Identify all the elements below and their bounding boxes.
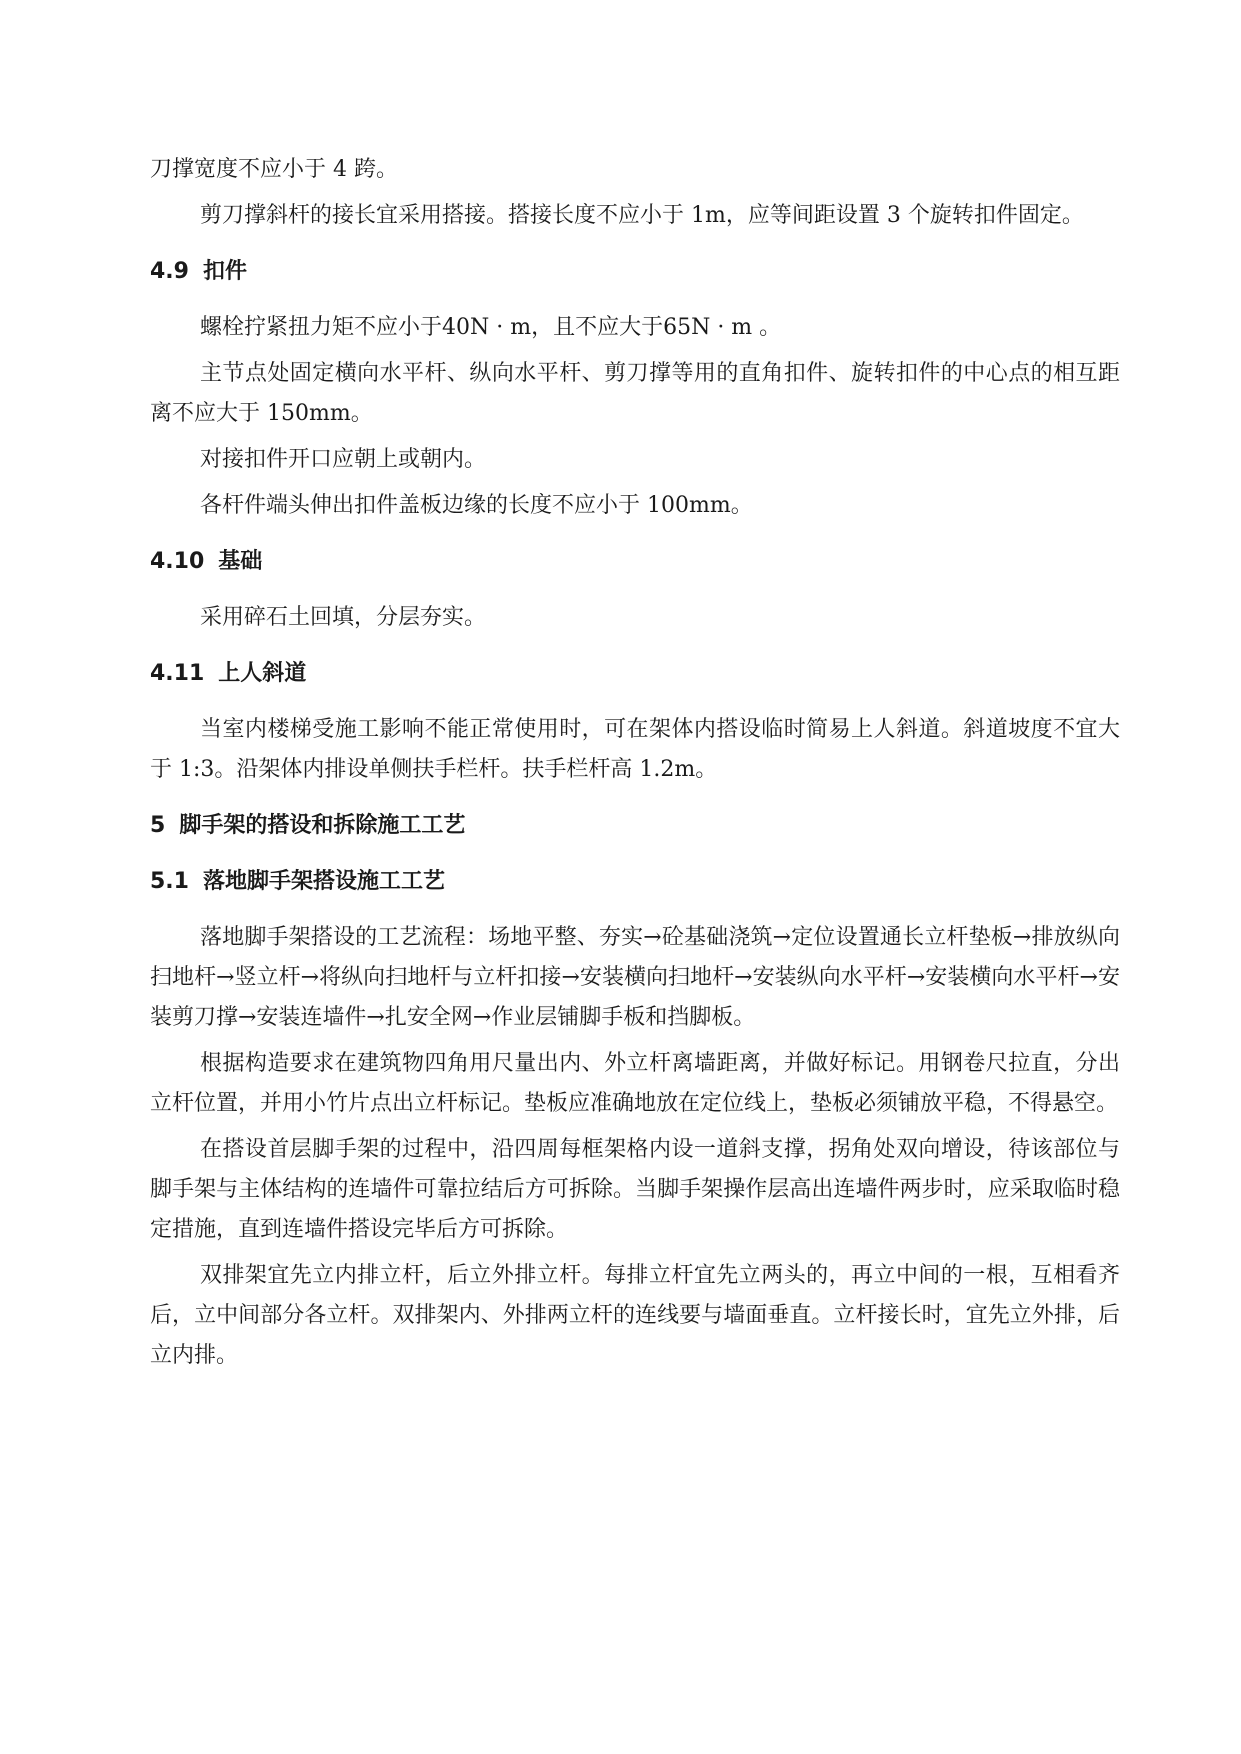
paragraph-rod-extension: 各杆件端头伸出扣件盖板边缘的长度不应小于 100mm。 (200, 493, 753, 518)
heading-title: 上人斜道 (218, 661, 307, 686)
paragraph-bolt-torque: 螺栓拧紧扭力矩不应小于40N · m，且不应大于65N · m 。 (200, 315, 782, 340)
heading-title: 脚手架的搭设和拆除施工工艺 (179, 813, 466, 838)
heading-4-10 (150, 542, 1120, 582)
heading-number: 5.1 (150, 869, 189, 894)
paragraph-scissor-brace-splice: 剪刀撑斜杆的接长宜采用搭接。搭接长度不应小于 1m，应等间距设置 3 个旋转扣件固定。 (200, 203, 1084, 228)
paragraph-process-flow: 落地脚手架搭设的工艺流程：场地平整、夯实→砼基础浇筑→定位设置通长立杆垫板→排放纵向扫地杆→竖立杆→将纵向扫地杆与立杆扣接→安装横向扫地杆→安装纵向水平杆→安装横向水平杆→安装剪刀撑→安装连墙件→扎安全网→作业层铺脚手板和挡脚板。 (150, 925, 1120, 1030)
heading-number: 5 (150, 813, 166, 838)
heading-4-11 (150, 654, 1120, 694)
paragraph-butt-clamp: 对接扣件开口应朝上或朝内。 (200, 447, 487, 472)
paragraph-ramp: 当室内楼梯受施工影响不能正常使用时，可在架体内搭设临时简易上人斜道。斜道坡度不宜大于 1:3。沿架体内排设单侧扶手栏杆。扶手栏杆高 1.2m。 (150, 717, 1120, 782)
paragraph-double-row: 双排架宜先立内排立杆，后立外排立杆。每排立杆宜先立两头的，再立中间的一根，互相看齐后，立中间部分各立杆。双排架内、外排两立杆的连线要与墙面垂直。立杆接长时，宜先立外排，后立内排。 (150, 1263, 1120, 1368)
heading-title: 落地脚手架搭设施工工艺 (202, 869, 445, 894)
paragraph-foundation: 采用碎石土回填，分层夯实。 (200, 605, 487, 630)
heading-4-9 (150, 252, 1120, 292)
heading-title: 扣件 (202, 259, 247, 284)
heading-title: 基础 (218, 549, 263, 574)
paragraph-positioning: 根据构造要求在建筑物四角用尺量出内、外立杆离墙距离，并做好标记。用钢卷尺拉直，分出立杆位置，并用小竹片点出立杆标记。垫板应准确地放在定位线上，垫板必须铺放平稳，不得悬空。 (150, 1051, 1120, 1116)
paragraph-scissor-brace-width: 刀撑宽度不应小于 4 跨。 (150, 157, 398, 182)
document-page (150, 150, 1120, 1382)
heading-number: 4.11 (150, 661, 205, 686)
heading-number: 4.9 (150, 259, 189, 284)
heading-5 (150, 806, 1120, 846)
paragraph-first-layer: 在搭设首层脚手架的过程中，沿四周每框架格内设一道斜支撑，拐角处双向增设，待该部位与脚手架与主体结构的连墙件可靠拉结后方可拆除。当脚手架操作层高出连墙件两步时，应采取临时稳定措施，直到连墙件搭设完毕后方可拆除。 (150, 1137, 1120, 1242)
paragraph-clamp-distance: 主节点处固定横向水平杆、纵向水平杆、剪刀撑等用的直角扣件、旋转扣件的中心点的相互距离不应大于 150mm。 (150, 361, 1120, 426)
heading-number: 4.10 (150, 549, 205, 574)
heading-5-1 (150, 862, 1120, 902)
